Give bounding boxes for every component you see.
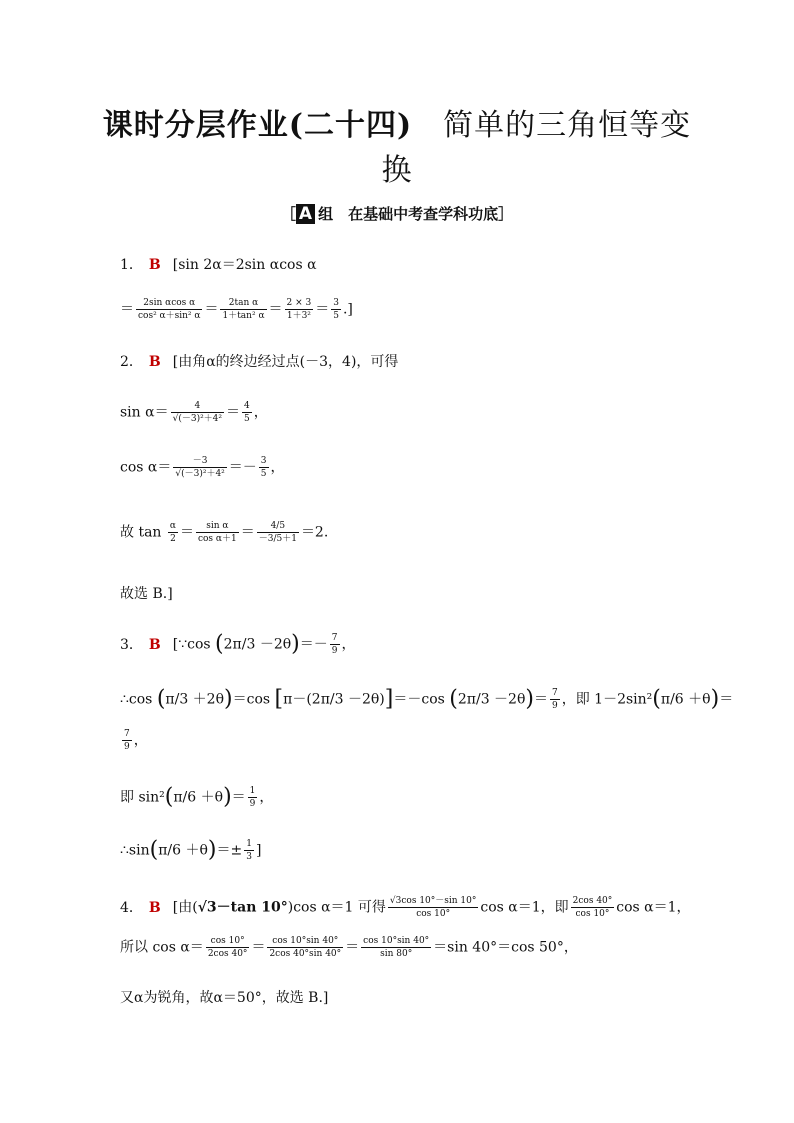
q2-answer: B	[148, 354, 161, 370]
q2-line1: 2． B [由角α的终边经过点(－3，4)，可得	[120, 354, 399, 370]
q3-line5: ∴sin(π/6 ＋θ)＝± $\frac{1}{3}$ ]	[120, 837, 262, 863]
q4-line2: 所以 cos α＝ $\frac{\cos 10^\circ}{2\cos 40^\circ}$ ＝ $\frac{\cos 10^\circ\sin 40^\circ}{2\cos 40^\circ\sin 40^\circ}$ ＝ $\frac{\cos 10^\circ\sin 40^\circ}{\sin 80^\circ}$ ＝sin 40°＝cos 50°，	[120, 936, 578, 959]
q4-line1: 4． B [由(√3－tan 10°)cos α＝1 可得 $\frac{√3\cos 10^\circ-\sin 10^\circ}{\cos 10^\circ}$ cos α＝1，即 $\frac{2\cos 40^\circ}{\cos 10^\circ}$ cos α＝1，	[120, 896, 691, 919]
q4-line3: 又α为锐角，故α＝50°，故选 B.]	[120, 990, 329, 1006]
q2-sin-line: sin α＝ $\frac{4}{\text{√(－3)²＋4²}}$ ＝ $\frac{4}{5}$ ，	[120, 401, 268, 424]
q3-line2: ∴cos (π/3 ＋2θ)＝cos [π－(2π/3 －2θ)]＝－cos (2π/3 －2θ)＝ $\frac{7}{9}$ ，即 1－2sin²(π/6 ＋θ)＝	[120, 686, 734, 712]
page-title-continued: 换	[381, 153, 413, 188]
q3-line1: 3． B [∵cos (2π/3 －2θ)＝－ $\frac{7}{9}$ ，	[120, 631, 356, 657]
q3-line4: 即 sin²(π/6 ＋θ)＝ $\frac{1}{9}$ ，	[120, 784, 274, 810]
q1-fraction-2: $\frac{\text{2tan α}}{\text{1＋tan² α}}$	[222, 298, 265, 321]
group-a-badge: A	[296, 204, 315, 224]
q1-line2: ＝ $\frac{\text{2sin αcos α}}{\text{cos² α＋sin² α}}$ ＝ $\frac{\text{2tan α}}{\text{1＋tan² α}}$ ＝ $\frac{2 \times 3}{\text{1＋3²}}$ ＝ $\frac{3}{5}$ .]	[120, 298, 353, 321]
q1-fraction-4: $\frac{3}{5}$	[333, 298, 339, 321]
q2-tan-line: 故 tan $\frac{\alpha}{2}$ ＝ $\frac{\text{sin α}}{\text{cos α＋1}}$ ＝ $\frac{4/5}{-3/5+1}$ ＝2.	[120, 521, 329, 544]
q1-answer: B	[148, 257, 161, 273]
section-heading: ［ A 组 在基础中考查学科功底］	[280, 204, 514, 224]
q1-fraction-1: $\frac{\text{2sin αcos α}}{\text{cos² α＋sin² α}}$	[138, 298, 201, 321]
q4-answer: B	[148, 899, 161, 916]
page-title: 课时分层作业(二十四) 简单的三角恒等变	[102, 108, 692, 143]
q2-cos-line: cos α＝ $\frac{-3}{\text{√(－3)²＋4²}}$ ＝－ $\frac{3}{5}$ ，	[120, 456, 285, 479]
q1-fraction-3: $\frac{2 \times 3}{\text{1＋3²}}$	[286, 298, 312, 321]
q2-conclusion: 故选 B.]	[120, 586, 173, 602]
q3-answer: B	[148, 636, 161, 653]
q3-line3: $\frac{7}{9}$ ，	[124, 729, 148, 752]
q1-line1: 1． B [sin 2α＝2sin αcos α	[120, 257, 317, 273]
